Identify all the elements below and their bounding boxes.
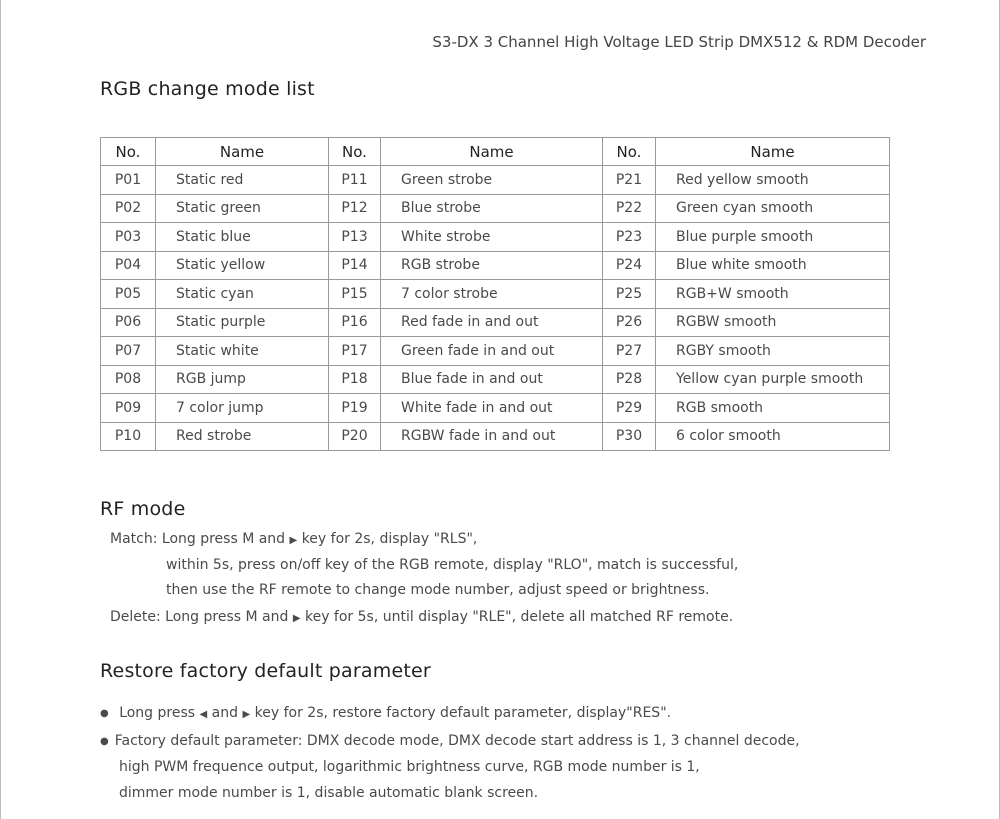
- mode-number-cell: P02: [101, 194, 156, 223]
- rf-match-line-3: then use the RF remote to change mode number, adjust speed or brightness.: [166, 582, 710, 598]
- mode-number-cell: P14: [329, 251, 381, 280]
- mode-name-cell: Blue fade in and out: [381, 365, 603, 394]
- mode-number-cell: P30: [603, 422, 656, 451]
- mode-number-cell: P10: [101, 422, 156, 451]
- rf-delete-text-a: Delete: Long press M and: [110, 609, 289, 625]
- table-row: [101, 223, 890, 252]
- table-header-row: [101, 138, 890, 166]
- mode-name-cell: 7 color jump: [156, 394, 329, 423]
- mode-name-cell: Blue strobe: [381, 194, 603, 223]
- mode-name-cell: Blue purple smooth: [656, 223, 890, 252]
- table-row: [101, 251, 890, 280]
- mode-number-cell: P12: [329, 194, 381, 223]
- rf-delete-text-b: key for 5s, until display "RLE", delete all matched RF remote.: [304, 609, 734, 625]
- rgb-mode-heading: RGB change mode list: [100, 78, 315, 100]
- rf-mode-heading: RF mode: [100, 498, 186, 520]
- mode-name-cell: RGBW fade in and out: [381, 422, 603, 451]
- restore-heading: Restore factory default parameter: [100, 660, 431, 682]
- restore-text-c: key for 2s, restore factory default parameter, display"RES".: [254, 705, 672, 721]
- mode-name-cell: Static purple: [156, 308, 329, 337]
- mode-number-cell: P22: [603, 194, 656, 223]
- mode-number-cell: P20: [329, 422, 381, 451]
- mode-name-cell: White strobe: [381, 223, 603, 252]
- mode-name-cell: Static white: [156, 337, 329, 366]
- mode-name-cell: RGB+W smooth: [656, 280, 890, 309]
- mode-name-cell: RGBW smooth: [656, 308, 890, 337]
- mode-number-cell: P05: [101, 280, 156, 309]
- mode-name-cell: Green strobe: [381, 166, 603, 195]
- document-header: S3-DX 3 Channel High Voltage LED Strip DMX512 & RDM Decoder: [432, 33, 926, 51]
- mode-name-cell: RGBY smooth: [656, 337, 890, 366]
- mode-number-cell: P24: [603, 251, 656, 280]
- mode-name-cell: RGB smooth: [656, 394, 890, 423]
- rgb-mode-table: [100, 137, 890, 451]
- restore-bullet-2-line-2: high PWM frequence output, logarithmic brightness curve, RGB mode number is 1,: [119, 759, 700, 775]
- table-row: [101, 280, 890, 309]
- right-arrow-icon: ▶: [242, 709, 251, 720]
- column-header-no: No.: [329, 138, 381, 166]
- restore-bullet-2-line-3: dimmer mode number is 1, disable automatic blank screen.: [119, 785, 539, 801]
- mode-number-cell: P28: [603, 365, 656, 394]
- mode-number-cell: P18: [329, 365, 381, 394]
- mode-name-cell: Red fade in and out: [381, 308, 603, 337]
- page-border-left: [0, 0, 1, 819]
- mode-name-cell: Red strobe: [156, 422, 329, 451]
- right-arrow-icon: ▶: [292, 613, 301, 624]
- rf-match-text-b: key for 2s, display "RLS",: [301, 531, 478, 547]
- mode-number-cell: P15: [329, 280, 381, 309]
- mode-number-cell: P23: [603, 223, 656, 252]
- left-arrow-icon: ◀: [199, 709, 208, 720]
- mode-name-cell: Blue white smooth: [656, 251, 890, 280]
- mode-name-cell: Static blue: [156, 223, 329, 252]
- mode-name-cell: White fade in and out: [381, 394, 603, 423]
- mode-name-cell: Green cyan smooth: [656, 194, 890, 223]
- table-row: [101, 337, 890, 366]
- mode-number-cell: P16: [329, 308, 381, 337]
- mode-number-cell: P29: [603, 394, 656, 423]
- rf-match-line-2: within 5s, press on/off key of the RGB remote, display "RLO", match is successful,: [166, 557, 739, 573]
- mode-name-cell: Yellow cyan purple smooth: [656, 365, 890, 394]
- mode-number-cell: P26: [603, 308, 656, 337]
- table-row: [101, 365, 890, 394]
- mode-name-cell: Red yellow smooth: [656, 166, 890, 195]
- mode-name-cell: RGB jump: [156, 365, 329, 394]
- mode-name-cell: Static cyan: [156, 280, 329, 309]
- mode-number-cell: P01: [101, 166, 156, 195]
- mode-number-cell: P11: [329, 166, 381, 195]
- mode-number-cell: P09: [101, 394, 156, 423]
- table-row: [101, 394, 890, 423]
- column-header-name: Name: [156, 138, 329, 166]
- mode-number-cell: P17: [329, 337, 381, 366]
- column-header-no: No.: [101, 138, 156, 166]
- table-row: [101, 422, 890, 451]
- mode-number-cell: P13: [329, 223, 381, 252]
- mode-number-cell: P19: [329, 394, 381, 423]
- mode-name-cell: Static green: [156, 194, 329, 223]
- right-arrow-icon: ▶: [289, 535, 298, 546]
- column-header-name: Name: [656, 138, 890, 166]
- mode-number-cell: P08: [101, 365, 156, 394]
- mode-number-cell: P04: [101, 251, 156, 280]
- table-row: [101, 194, 890, 223]
- mode-name-cell: Static red: [156, 166, 329, 195]
- column-header-no: No.: [603, 138, 656, 166]
- mode-number-cell: P07: [101, 337, 156, 366]
- column-header-name: Name: [381, 138, 603, 166]
- mode-name-cell: Static yellow: [156, 251, 329, 280]
- mode-name-cell: RGB strobe: [381, 251, 603, 280]
- mode-number-cell: P27: [603, 337, 656, 366]
- mode-number-cell: P03: [101, 223, 156, 252]
- mode-name-cell: 7 color strobe: [381, 280, 603, 309]
- rf-delete-line: [110, 609, 733, 625]
- mode-name-cell: Green fade in and out: [381, 337, 603, 366]
- rf-match-text-a: Match: Long press M and: [110, 531, 286, 547]
- mode-number-cell: P21: [603, 166, 656, 195]
- mode-number-cell: P25: [603, 280, 656, 309]
- restore-text-a: Long press: [119, 705, 196, 721]
- table-row: [101, 308, 890, 337]
- restore-bullet-1: [100, 705, 671, 721]
- rf-match-line-1: [110, 531, 477, 547]
- restore-text-b: and: [211, 705, 239, 721]
- mode-name-cell: 6 color smooth: [656, 422, 890, 451]
- mode-number-cell: P06: [101, 308, 156, 337]
- restore-bullet-2: ● Factory default parameter: DMX decode mode, DMX decode start address is 1, 3 channel decode,: [100, 733, 800, 749]
- table-row: [101, 166, 890, 195]
